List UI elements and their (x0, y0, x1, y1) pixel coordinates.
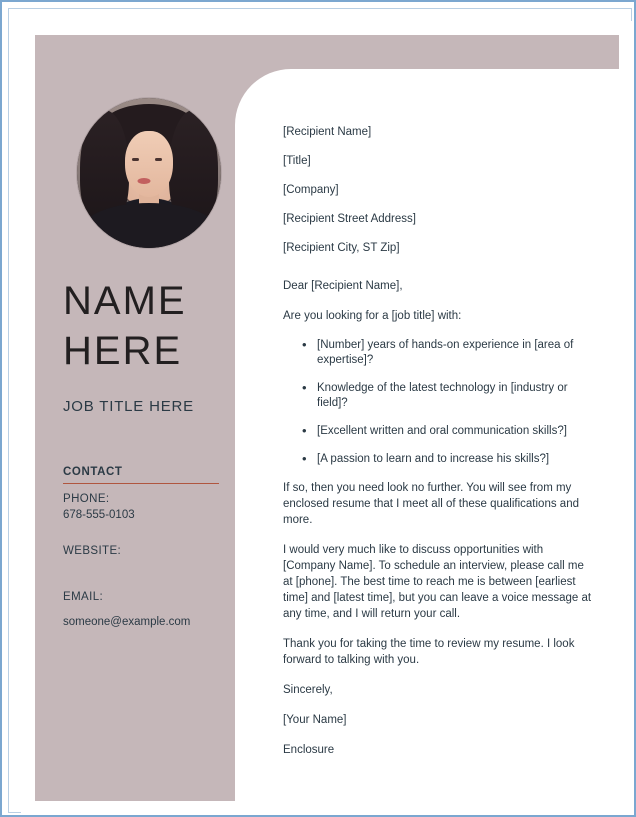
address-line-3: [Company] (283, 184, 339, 196)
document-page (21, 21, 633, 814)
contact-value-phone: 678-555-0103 (63, 509, 135, 521)
name-line-1: NAME (63, 279, 187, 323)
document-viewport (8, 8, 632, 813)
recipient-address (283, 125, 595, 256)
contact-value-email: someone@example.com (63, 616, 191, 628)
avatar (76, 97, 222, 249)
paragraph-1: If so, then you need look no further. You will see from my enclosed resume that I meet all of these qualifications and more. (283, 482, 579, 526)
contact-heading: CONTACT (63, 466, 123, 478)
list-item: • [A passion to learn and to increase his skills?] (317, 452, 595, 467)
closing: Sincerely, (283, 684, 333, 696)
avatar-eye-left (132, 158, 139, 161)
avatar-face (125, 131, 174, 197)
contact-label-email: EMAIL: (63, 591, 104, 603)
name-line-2: HERE (63, 329, 183, 373)
address-line-4: [Recipient Street Address] (283, 213, 416, 225)
paragraph-2: I would very much like to discuss opportunities with [Company Name]. To schedule an interview, please call me at [phone]. The best time to reach me is between [earliest time] and [latest time], but you can leave a voice message at any time, and I will return your call. (283, 544, 592, 620)
list-item: • Knowledge of the latest technology in [industry or field]? (317, 381, 595, 411)
letter-body (283, 125, 595, 772)
qualification-list (283, 338, 595, 467)
paragraph-3: Thank you for taking the time to review my resume. I look forward to talking with you. (283, 638, 575, 666)
address-line-2: [Title] (283, 155, 311, 167)
salutation: Dear [Recipient Name], (283, 280, 403, 292)
name-block (63, 276, 259, 376)
avatar-shoulders (83, 203, 215, 249)
avatar-eye-right (155, 158, 162, 161)
avatar-photo (77, 98, 221, 248)
address-line-5: [Recipient City, ST Zip] (283, 242, 400, 254)
avatar-lips (137, 178, 150, 184)
contact-divider (63, 483, 219, 484)
contact-label-phone: PHONE: (63, 493, 110, 505)
job-title: JOB TITLE HERE (63, 398, 194, 415)
contact-label-website: WEBSITE: (63, 545, 122, 557)
list-item: • [Excellent written and oral communication skills?] (317, 424, 595, 439)
list-item: • [Number] years of hands-on experience in [area of expertise]? (317, 338, 595, 368)
enclosure: Enclosure (283, 744, 335, 756)
address-line-1: [Recipient Name] (283, 126, 372, 138)
signature-name: [Your Name] (283, 714, 347, 726)
intro-line: Are you looking for a [job title] with: (283, 310, 462, 322)
